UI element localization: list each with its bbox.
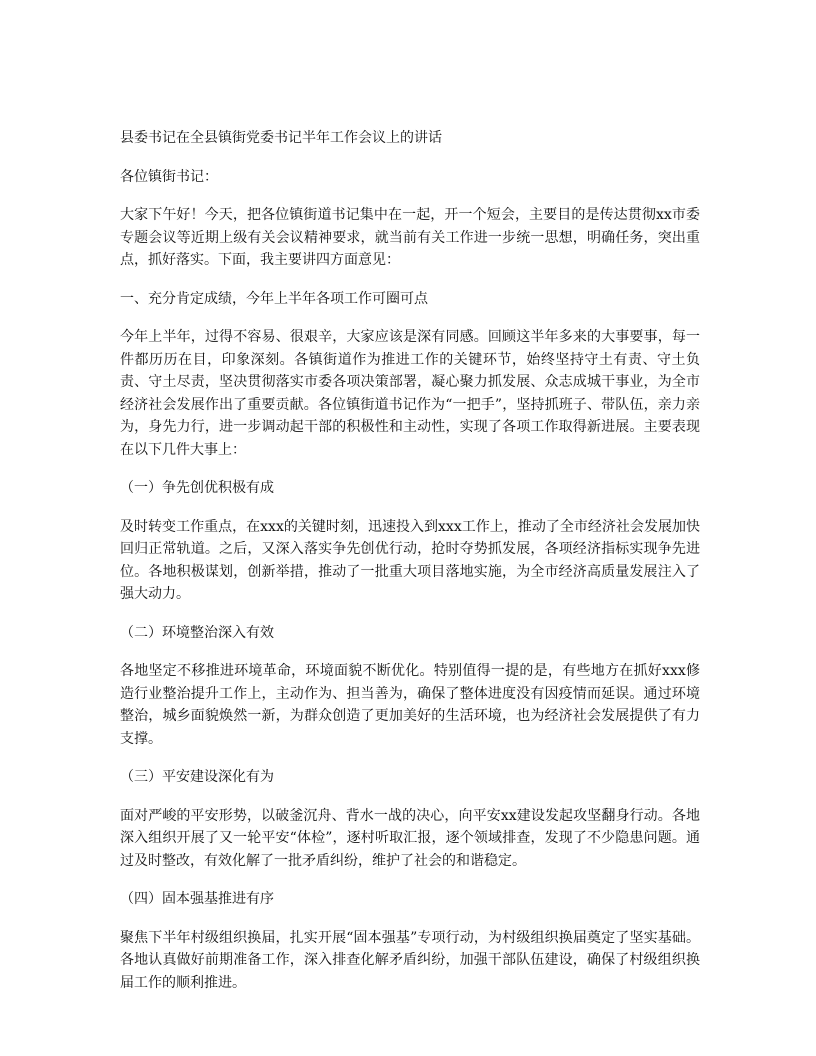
section-1-heading: 一、充分肯定成绩，今年上半年各项工作可圈可点 <box>120 290 428 307</box>
subsection-3-paragraph: 面对严峻的平安形势，以破釜沉舟、背水一战的决心，向平安xx建设发起攻坚翻身行动。各地深入组织开展了又一轮平安“体检”，逐村听取汇报，逐个领域排查，发现了不少隐患问题。通过及时整改，有效化解了一批矛盾纠纷，维护了社会的和谐稳定。 <box>120 807 700 869</box>
subsection-4-heading: （四）固本强基推进有序 <box>120 891 274 907</box>
section-1-paragraph: 今年上半年，过得不容易、很艰辛，大家应该是深有同感。回顾这半年多来的大事要事，每一件都历历在目，印象深刻。各镇街道作为推进工作的关键环节，始终坚持守土有责、守土负责、守土尽责，坚决贯彻落实市委各项决策部署，凝心聚力抓发展、众志成城干事业，为全市经济社会发展作出了重要贡献。各位镇街道书记作为“一把手”，坚持抓班子、带队伍，亲力亲为，身先力行，进一步调动起干部的积极性和主动性，实现了各项工作取得新进展。主要表现在以下几件大事上： <box>120 329 700 458</box>
document-body <box>120 127 700 994</box>
intro-paragraph: 大家下午好！今天，把各位镇街道书记集中在一起，开一个短会，主要目的是传达贯彻xx市委专题会议等近期上级有关会议精神要求，就当前有关工作进一步统一思想，明确任务，突出重点，抓好落实。下面，我主要讲四方面意见： <box>120 207 700 268</box>
subsection-2-heading: （二）环境整治深入有效 <box>120 624 274 641</box>
subsection-1-heading: （一）争先创优积极有成 <box>120 480 274 496</box>
salutation: 各位镇街书记： <box>120 168 218 185</box>
subsection-3-heading: （三）平安建设深化有为 <box>120 769 274 785</box>
document-title: 县委书记在全县镇街党委书记半年工作会议上的讲话 <box>120 130 442 146</box>
subsection-4-paragraph: 聚焦下半年村级组织换届，扎实开展“固本强基”专项行动，为村级组织换届奠定了坚实基础。各地认真做好前期准备工作，深入排查化解矛盾纠纷，加强干部队伍建设，确保了村级组织换届工作的顺利推进。 <box>120 929 700 991</box>
subsection-2-paragraph: 各地坚定不移推进环境革命，环境面貌不断优化。特别值得一提的是，有些地方在抓好xxx修造行业整治提升工作上，主动作为、担当善为，确保了整体进度没有因疫情而延误。通过环境整治，城乡面貌焕然一新，为群众创造了更加美好的生活环境，也为经济社会发展提供了有力支撑。 <box>120 663 700 747</box>
subsection-1-paragraph: 及时转变工作重点，在xxx的关键时刻，迅速投入到xxx工作上，推动了全市经济社会发展加快回归正常轨道。之后，又深入落实争先创优行动，抢时夺势抓发展，各项经济指标实现争先进位。各地积极谋划，创新举措，推动了一批重大项目落地实施，为全市经济高质量发展注入了强大动力。 <box>120 518 700 602</box>
